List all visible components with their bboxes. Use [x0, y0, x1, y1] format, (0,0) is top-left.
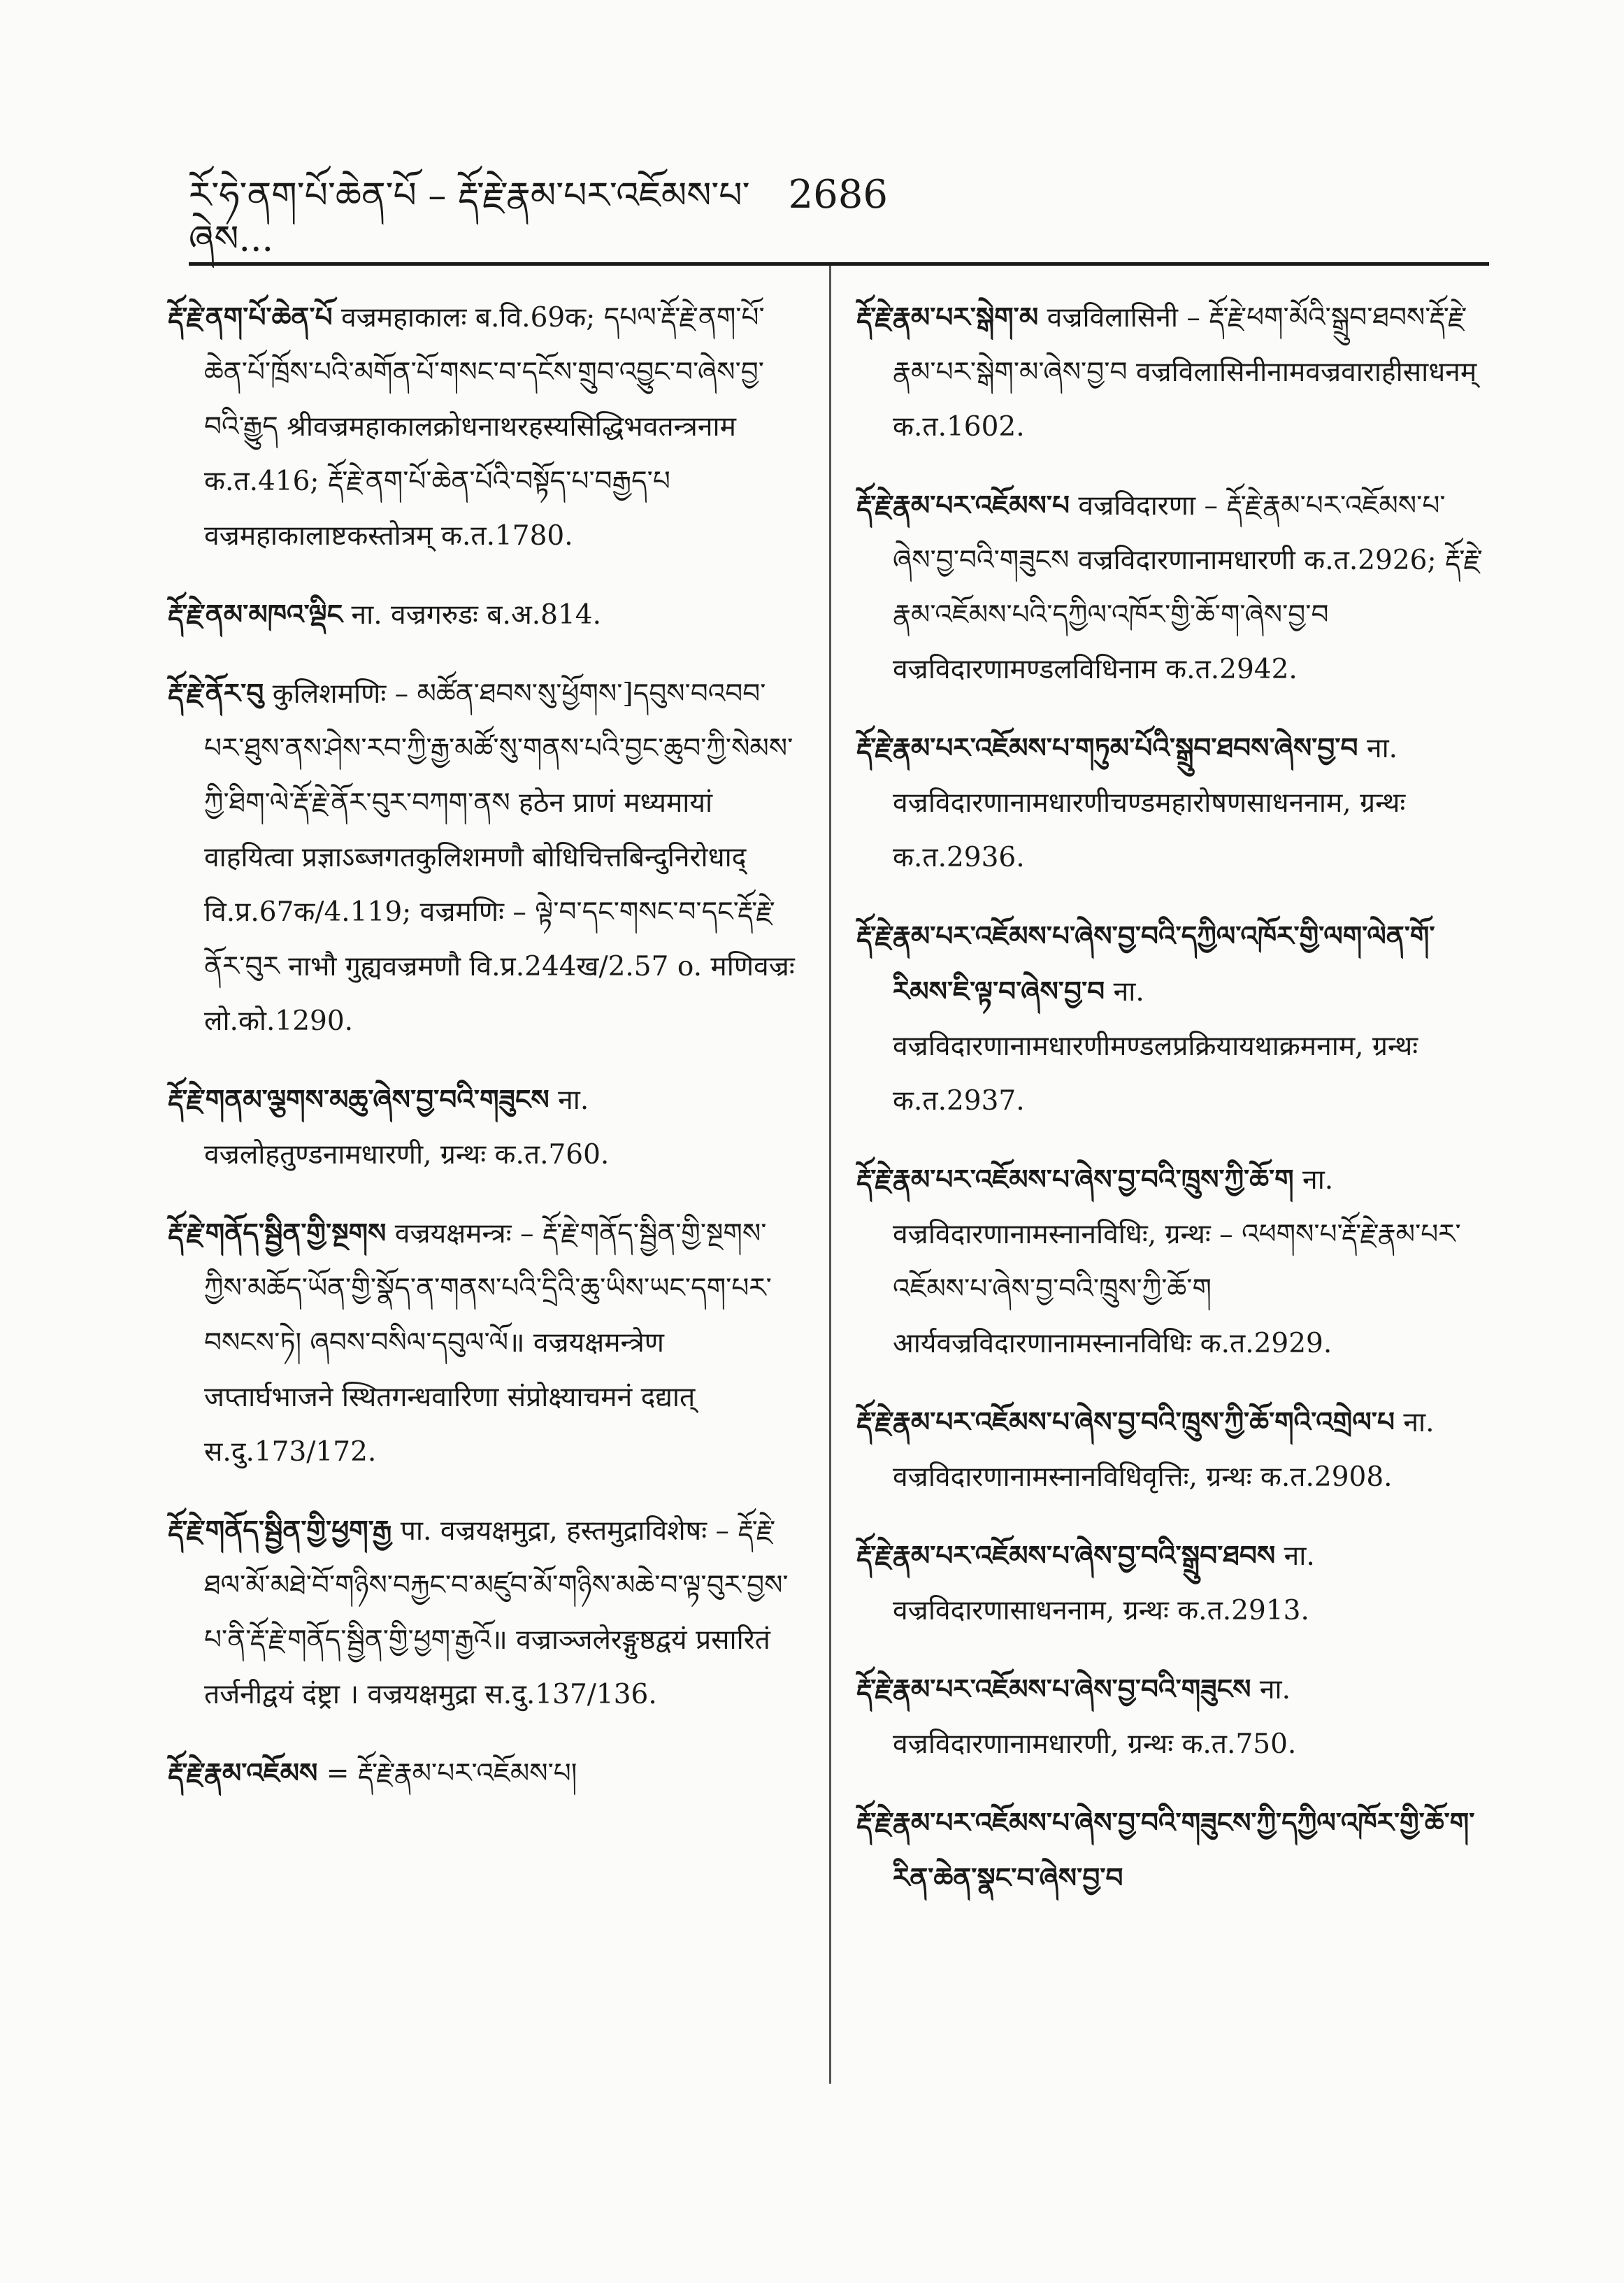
page-number: 2686 — [788, 172, 888, 217]
dictionary-entry — [168, 666, 797, 1049]
entry-headword: རྡོ་རྗེ་གནོད་སྦྱིན་གྱི་སྔགས — [168, 1217, 387, 1250]
entry-headword: རྡོ་རྗེ་གནོད་སྦྱིན་གྱི་ཕྱག་རྒྱ — [168, 1515, 392, 1547]
entry-headword: རྡོ་རྗེ་རྣམ་པར་འཇོམས་པ་གཏུམ་པོའི་སྒྲུབ་ཐབས་ཞེས་བྱ་བ — [856, 732, 1358, 764]
entry-headword: རྡོ་རྗེ་རྣམ་པར་འཇོམས་པ་ཞེས་བྱ་བའི་ཁྲུས་ཀྱི་ཆོ་གའི་འགྲེལ་པ — [856, 1406, 1395, 1438]
entry-headword: རྡོ་རྗེ་གནམ་ལྕགས་མཆུ་ཞེས་བྱ་བའི་གཟུངས — [168, 1084, 549, 1116]
dictionary-entry — [168, 1073, 797, 1182]
entry-headword: རྡོ་རྗེ་ནམ་མཁའ་ལྡིང — [168, 599, 343, 631]
entry-body: ना. वज्रविदारणानामधारणीमण्डलप्रक्रियायथाक्रमनाम, ग्रन्थः क.त.2937. — [893, 976, 1418, 1117]
entry-body: ना. वज्रलोहतुण्डनामधारणी, ग्रन्थः क.त.760. — [204, 1085, 610, 1171]
entry-headword: རྡོ་རྗེ་ནོར་བུ — [168, 678, 264, 710]
dictionary-entry — [856, 478, 1486, 697]
dictionary-entry — [856, 721, 1486, 885]
entry-headword: རྡོ་རྗེ་རྣམ་པར་སྒེག་མ — [856, 301, 1039, 334]
dictionary-entry — [168, 1746, 797, 1801]
dictionary-entry — [856, 1152, 1486, 1371]
entry-body: कुलिशमणिः – མཚོན་ཐབས་སུ་ཕྱོགས་]དབུས་བའབབ་པར་ཐུས་ནས་ཤེས་རབ་ཀྱི་རྒྱ་མཚོ་སུ་གནས་པའི་བྱང་ཆུབ་ཀྱི་སེམས་ཀྱི་ཐིག་ལེ་རྡོ་རྗེ་ནོར་བུར་བཀག་ནས हठेन प्राणं मध्यमायां वाहयित्वा प्रज्ञाऽब्जगतकुलिशमणौ बोधिचित्तबिन्दुनिरोधाद् वि.प्र.67क/4.119; वज्रमणिः – ལྟེ་བ་དང་གསང་བ་དང་རྡོ་རྗེ་ནོར་བུར नाभौ गुह्यवज्रमणौ वि.प्र.244ख/2.57 o. मणिवज्रः लो.को.1290. — [204, 678, 795, 1037]
entry-body: वज्रमहाकालः ब.वि.69क; དཔལ་རྡོ་རྗེ་ནག་པོ་ཆེན་པོ་ཁྲོས་པའི་མགོན་པོ་གསང་བ་དངོས་གྲུབ་འབྱུང་བ་ཞེས་བྱ་བའི་རྒྱུད श्रीवज्रमहाकालक्रोधनाथरहस्यसिद्धिभवतन्त्रनाम क.त.416; རྡོ་རྗེ་ནག་པོ་ཆེན་པོའི་བསྟོད་པ་བརྒྱད་པ वज्रमहाकालाष्टकस्तोत्रम् क.त.1780. — [204, 302, 765, 552]
entry-body: ना. वज्रगरुडः ब.अ.814. — [351, 599, 601, 631]
entry-headword: རྡོ་རྗེ་རྣམ་པར་འཇོམས་པ་ཞེས་བྱ་བའི་ཁྲུས་ཀྱི་ཆོ་ག — [856, 1164, 1294, 1196]
entry-body: ना. वज्रविदारणानामधारणी, ग्रन्थः क.त.750. — [893, 1674, 1297, 1760]
entry-body: = རྡོ་རྗེ་རྣམ་པར་འཇོམས་པ། — [326, 1758, 577, 1789]
entry-headword: རྡོ་རྗེ་རྣམ་པར་འཇོམས་པ་ཞེས་བྱ་བའི་དཀྱིལ་འཁོར་གྱི་ལག་ལེན་གོ་རིམས་ཇི་ལྟ་བ་ཞེས་བྱ་བ — [856, 920, 1435, 1008]
entry-body: वज्रविदारणा – རྡོ་རྗེ་རྣམ་པར་འཇོམས་པ་ཞེས་བྱ་བའི་གཟུངས वज्रविदारणानामधारणी क.त.2926; རྡོ་རྗེ་རྣམ་འཇོམས་པའི་དཀྱིལ་འཁོར་གྱི་ཆོ་ག་ཞེས་བྱ་བ वज्रविदारणामण्डलविधिनाम क.त.2942. — [893, 490, 1483, 685]
dictionary-entry — [168, 290, 797, 564]
entry-body: ना. वज्रविदारणासाधननाम, ग्रन्थः क.त.2913. — [893, 1540, 1315, 1626]
left-column — [168, 290, 797, 1825]
page-header — [189, 171, 888, 261]
dictionary-entry — [856, 1662, 1486, 1772]
entry-body: ना. वज्रविदारणानामधारणीचण्डमहारोषणसाधननाम, ग्रन्थः क.त.2936. — [893, 733, 1406, 873]
dictionary-entry — [168, 587, 797, 643]
right-column — [856, 290, 1486, 1930]
entry-body: ना. वज्रविदारणानामस्नानविधिः, ग्रन्थः – འཕགས་པ་རྡོ་རྗེ་རྣམ་པར་འཇོམས་པ་ཞེས་བྱ་བའི་ཁྲུས་ཀྱི་ཆོ་ག आर्यवज्रविदारणानामस्नानविधिः क.त.2929. — [893, 1164, 1461, 1359]
entry-body: वज्रविलासिनी – རྡོ་རྗེ་ཕག་མོའི་སྒྲུབ་ཐབས་རྡོ་རྗེ་རྣམ་པར་སྒེག་མ་ཞེས་བྱ་བ वज्रविलासिनीनामवज्रवाराहीसाधनम् क.त.1602. — [893, 302, 1477, 443]
dictionary-entry — [856, 1796, 1486, 1906]
entry-body: ना. वज्रविदारणानामस्नानविधिवृत्तिः, ग्रन्थः क.त.2908. — [893, 1407, 1435, 1493]
header-rule — [189, 262, 1489, 266]
entry-headword: རྡོ་རྗེ་རྣམ་པར་འཇོམས་པ — [856, 489, 1070, 522]
entry-headword: རྡོ་རྗེ་རྣམ་པར་འཇོམས་པ་ཞེས་བྱ་བའི་གཟུངས — [856, 1673, 1251, 1705]
dictionary-entry — [168, 1206, 797, 1480]
dictionary-entry — [856, 909, 1486, 1129]
entry-headword: རྡོ་རྗེ་རྣམ་པར་འཇོམས་པ་ཞེས་བྱ་བའི་གཟུངས་ཀྱི་དཀྱིལ་འཁོར་གྱི་ཆོ་ག་རིན་ཆེན་སྣང་བ་ཞེས་བྱ་བ — [856, 1807, 1475, 1894]
entry-headword: རྡོ་རྗེ་རྣམ་པར་འཇོམས་པ་ཞེས་བྱ་བའི་སྒྲུབ་ཐབས — [856, 1540, 1276, 1572]
entry-headword: རྡོ་རྗེ་ནག་པོ་ཆེན་པོ — [168, 301, 333, 334]
entry-body: पा. वज्रयक्षमुद्रा, हस्तमुद्राविशेषः – རྡོ་རྗེ་ཐལ་མོ་མཐེ་བོ་གཉིས་བརྐྱང་བ་མཛུབ་མོ་གཉིས་མཆེ་བ་ལྟ་བུར་བྱས་པ་ནི་རྡོ་རྗེ་གནོད་སྦྱིན་གྱི་ཕྱག་རྒྱའོ॥ वज्राञ्जलेरङ्गुष्ठद्वयं प्रसारितं तर्जनीद्वयं दंष्ट्रा । वज्रयक्षमुद्रा स.दु.137/136. — [204, 1515, 789, 1710]
entry-body: वज्रयक्षमन्त्रः – རྡོ་རྗེ་གནོད་སྦྱིན་གྱི་སྔགས་ཀྱིས་མཆོད་ཡོན་གྱི་སྣོད་ན་གནས་པའི་དྲིའི་ཆུ་ཡིས་ཡང་དག་པར་བསངས་ཏེ། ཞབས་བསིལ་དབུལ་ལོ॥ वज्रयक्षमन्त्रेण जप्तार्घभाजने स्थितगन्धवारिणा संप्रोक्ष्याचमनं दद्यात् स.दु.173/172. — [204, 1218, 772, 1468]
column-divider — [829, 266, 831, 2084]
dictionary-entry — [856, 290, 1486, 455]
dictionary-entry — [856, 1529, 1486, 1638]
entry-headword: རྡོ་རྗེ་རྣམ་འཇོམས — [168, 1757, 318, 1789]
dictionary-entry — [856, 1395, 1486, 1505]
running-title: ཪོ་ཧེ་ནག་པོ་ཆེན་པོ – རྡོ་རྗེ་རྣམ་པར་འཇོམས་པ་ཞེས... — [189, 175, 750, 261]
dictionary-entry — [168, 1503, 797, 1722]
